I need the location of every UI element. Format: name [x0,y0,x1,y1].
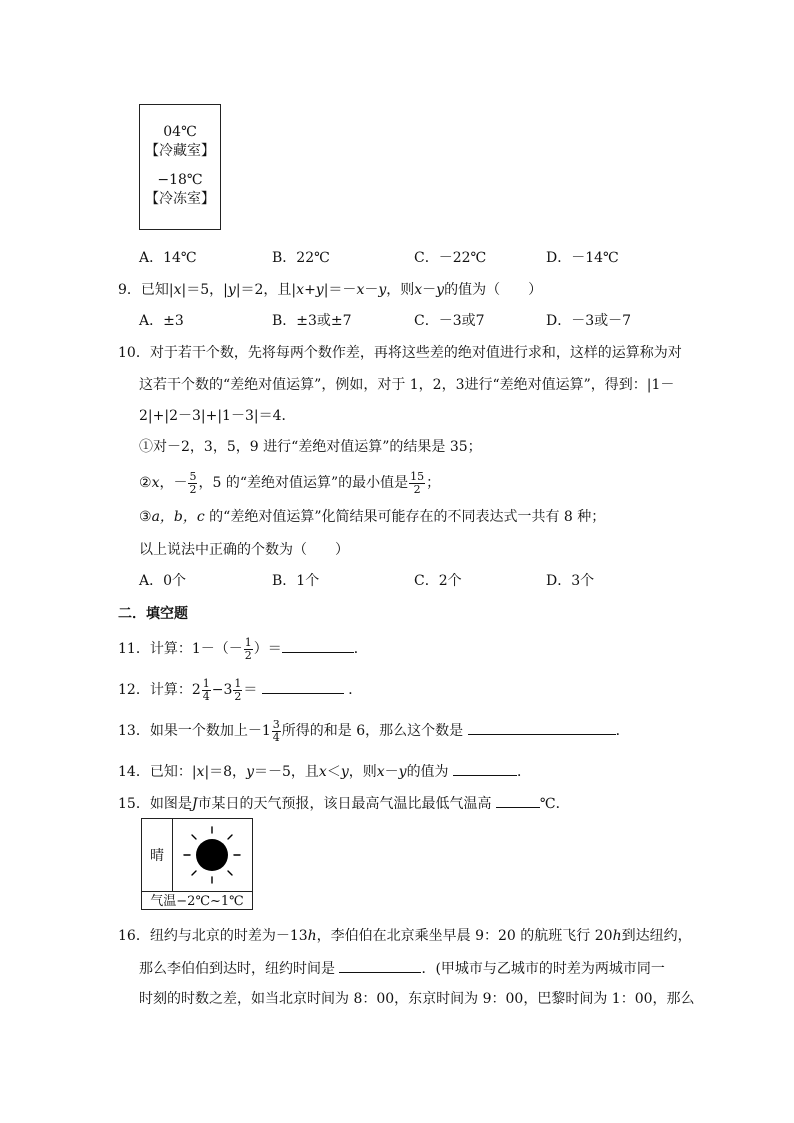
q10-option-a: A．0个 [139,573,187,589]
q8-option-d: D．－14℃ [546,250,619,266]
q10-statement-1: ①对－2，3，5，9 进行“差绝对值运算”的结果是 35； [139,439,482,455]
answer-blank-14 [453,761,517,776]
q16-line-2: 那么李伯伯到达时，纽约时间是 ．(甲城市与乙城市的时差为两城市同一 [139,958,665,978]
sun-icon [172,819,252,891]
q12-stem: 12．计算：2 $\frac{1}{4}$ −3 $\frac{1}{2}$ ＝ ． [118,676,363,703]
fraction-5-2: $\frac{5}{2}$ [189,469,197,496]
q11-stem: 11．计算：1－（－ $\frac{1}{2}$ ）＝ ． [118,635,368,662]
q9-option-b: B．±3或±7 [272,313,352,329]
q10-line-1: 10．对于若干个数，先将每两个数作差，再将这些差的绝对值进行求和，这样的运算称为对 [118,345,682,361]
fridge-temp-top: 04℃ [163,124,197,140]
q8-option-b: B．22℃ [272,250,330,266]
q16-line-3: 时刻的时数之差，如当北京时间为 8：00，东京时间为 9：00，巴黎时间为 1：00，那么 [139,991,695,1007]
fraction-3-4: $\frac{3}{4}$ [272,717,280,744]
weather-label: 晴 [142,819,173,891]
q15-stem: 15．如图是J市某日的天气预报，该日最高气温比最低气温高 ℃． [118,793,570,813]
q9-option-d: D．－3或－7 [546,313,632,329]
fraction-15-2: $\frac{15}{2}$ [410,469,425,496]
section-heading-fill-in: 二．填空题 [118,606,188,622]
q10-option-d: D．3个 [546,573,595,589]
q16-line-1: 16．纽约与北京的时差为－13h，李伯伯在北京乘坐早晨 9：20 的航班飞行 20h到达纽约， [118,928,692,944]
fraction-1-2: $\frac{1}{2}$ [244,635,252,662]
q10-question: 以上说法中正确的个数为（ ） [139,542,349,558]
weather-forecast-figure [141,818,253,910]
fridge-temp-bottom: −18℃ [157,172,203,188]
fraction-1-4: $\frac{1}{4}$ [202,676,210,703]
q10-line-3: 2|+|2－3|+|1－3|＝4． [139,408,296,424]
q13-stem: 13．如果一个数加上－1 $\frac{3}{4}$ 所得的和是 6，那么这个数是 ． [118,717,630,744]
fridge-label-top: 【冷藏室】 [145,143,215,159]
answer-blank-12 [262,679,344,694]
q9-stem: 9．已知|x|＝5，|y|＝2，且|x+y|＝－x－y，则x－y的值为（ ） [118,282,543,298]
weather-temperature: 气温−2℃~1℃ [142,891,252,911]
fridge-label-bottom: 【冷冻室】 [145,191,215,207]
fridge-figure [139,104,221,230]
q9-option-a: A．±3 [139,313,184,329]
q10-line-2: 这若干个数的“差绝对值运算”，例如，对于 1，2，3进行“差绝对值运算”，得到：|1－ [139,377,675,393]
q8-option-c: C．－22℃ [414,250,487,266]
q10-option-b: B．1个 [272,573,320,589]
q10-option-c: C．2个 [414,573,462,589]
q10-statement-3: ③a，b，c 的“差绝对值运算”化简结果可能存在的不同表达式一共有 8 种； [139,509,606,525]
answer-blank-16 [339,958,421,973]
fraction-1-2-b: $\frac{1}{2}$ [234,676,242,703]
q8-option-a: A．14℃ [139,250,197,266]
q14-stem: 14．已知：|x|＝8，y＝－5，且x＜y，则x－y的值为 ． [118,761,531,781]
q10-statement-2: ②x，－ $\frac{5}{2}$ ，5 的“差绝对值运算”的最小值是 $\frac{15}{2}$ ； [139,469,441,496]
answer-blank-11 [282,638,354,653]
answer-blank-13 [468,720,616,735]
q9-option-c: C．－3或7 [414,313,485,329]
answer-blank-15 [496,793,540,808]
